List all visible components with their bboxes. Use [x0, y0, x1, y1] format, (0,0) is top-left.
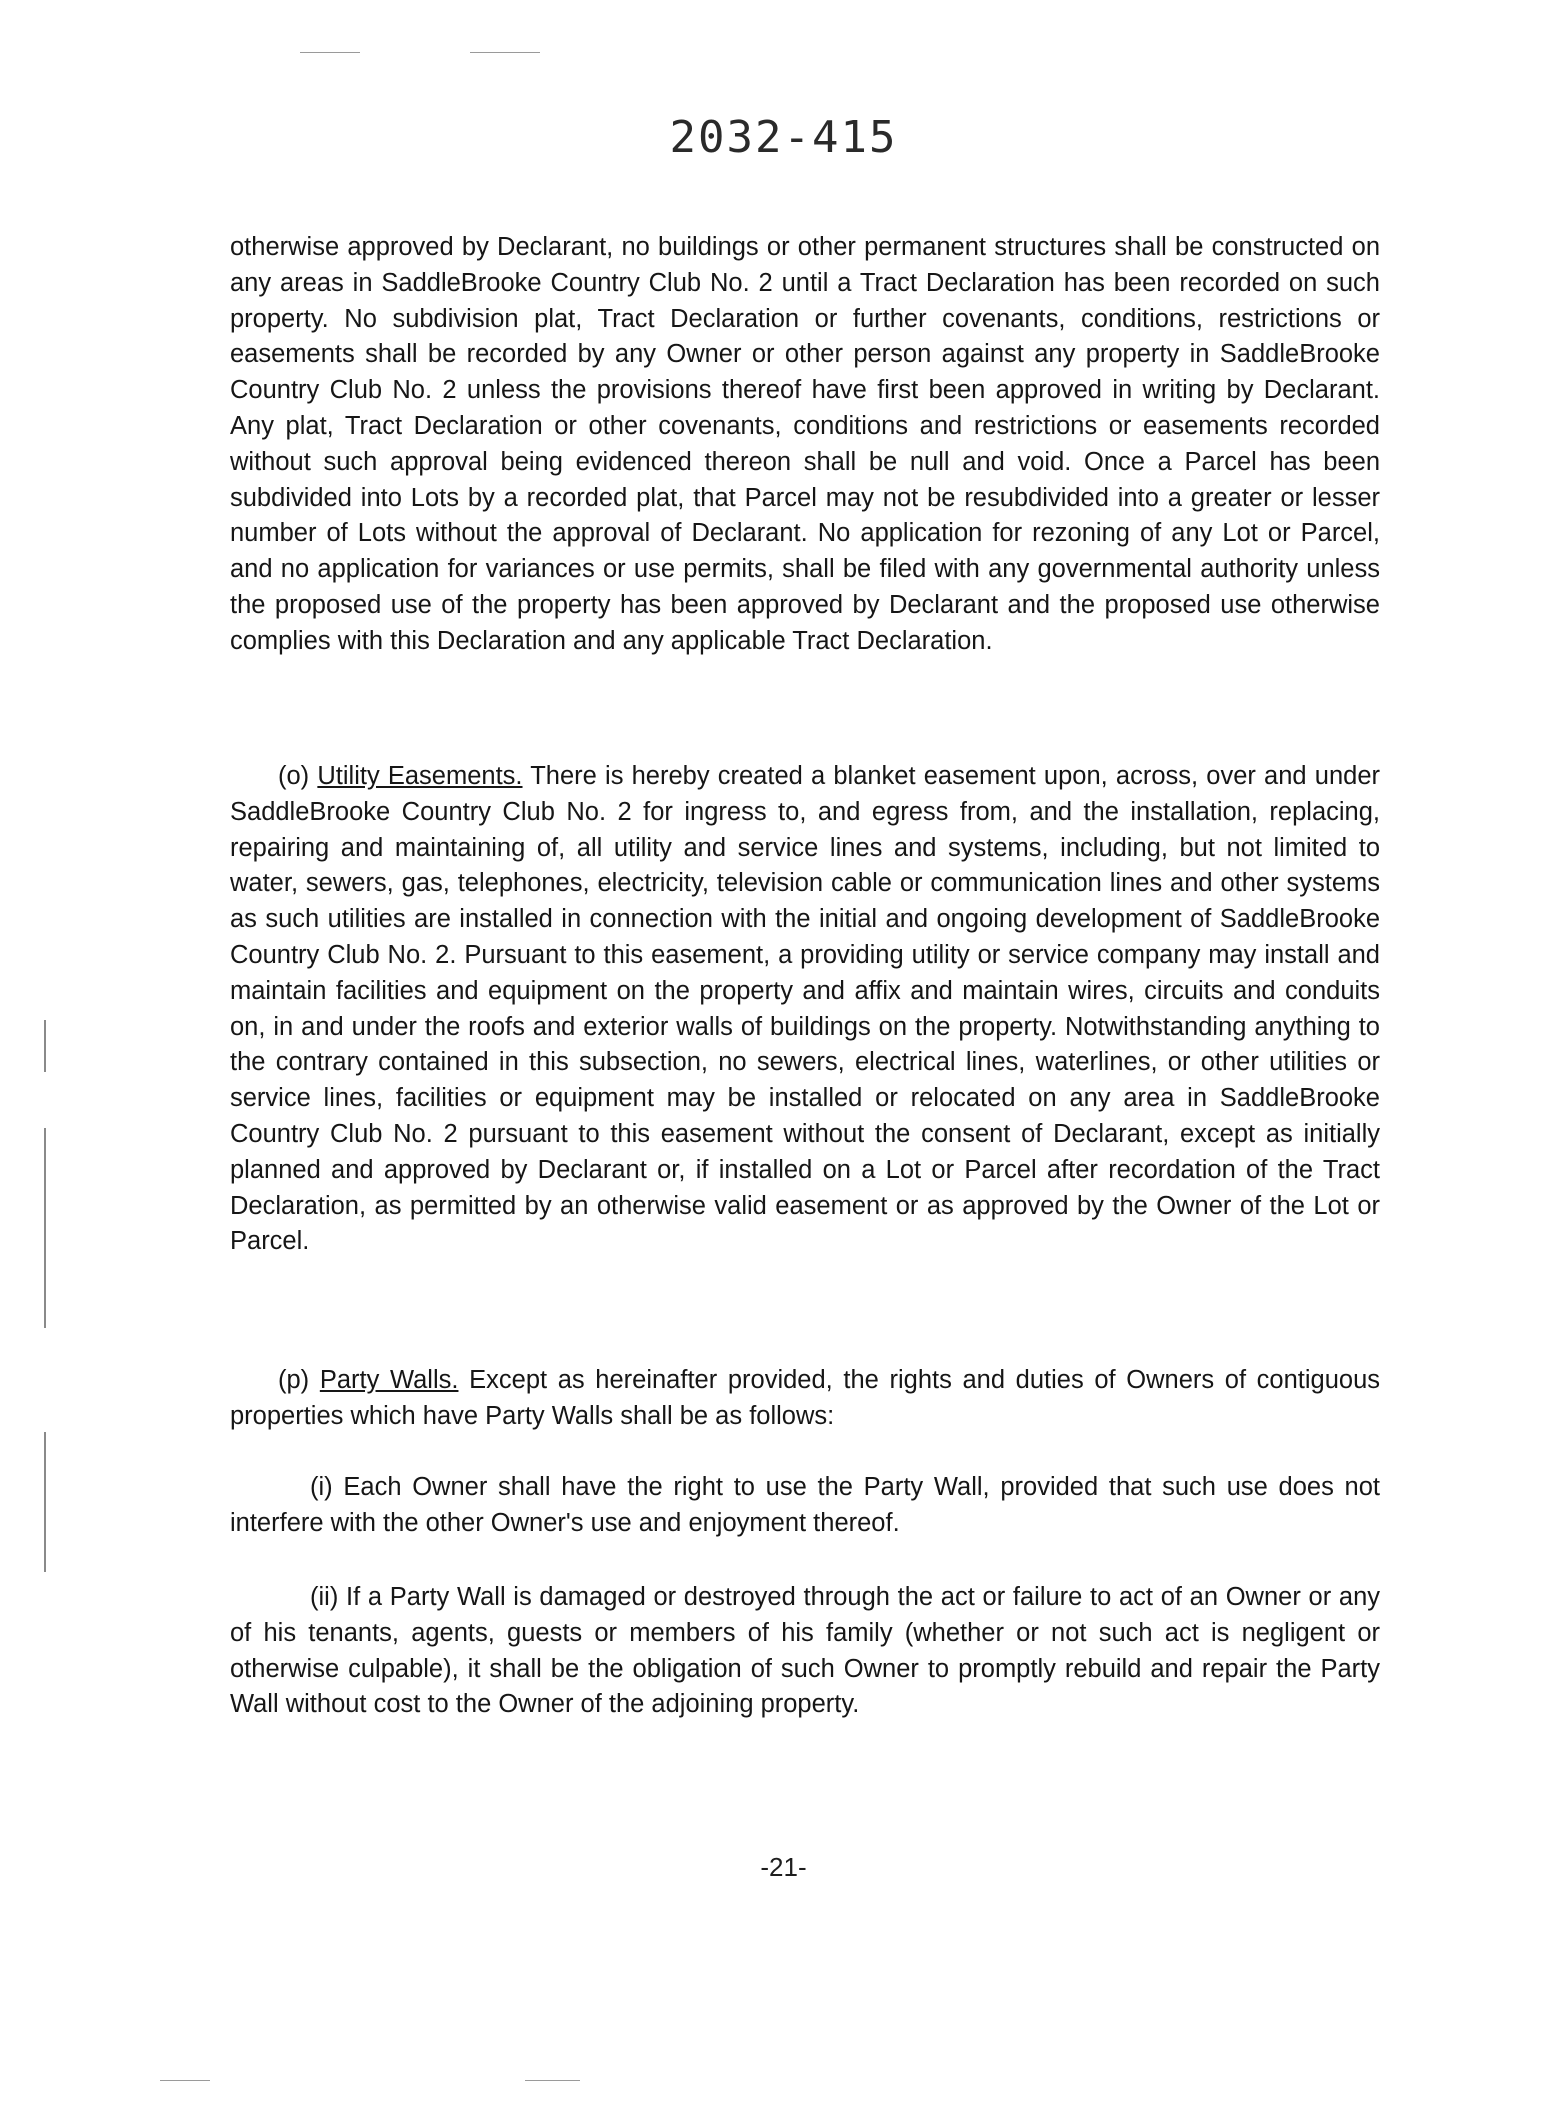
item-i — [230, 1470, 1380, 1542]
section-p-label: (p) — [278, 1366, 310, 1394]
paragraph-intro: otherwise approved by Declarant, no buildings or other permanent structures shall be constructed on any areas in SaddleBrooke Country Club No. 2 until a Tract Declaration has been recorded on such property. No subdivision plat, Tract Declaration or further covenants, conditions, restrictions or easements shall be recorded by any Owner or other person against any property in SaddleBrooke Country Club No. 2 unless the provisions thereof have first been approved in writing by Declarant. Any plat, Tract Declaration or other covenants, conditions and restrictions or easements recorded without such approval being evidenced thereon shall be null and void. Once a Parcel has been subdivided into Lots by a recorded plat, that Parcel may not be resubdivided into a greater or lesser number of Lots without the approval of Declarant. No application for rezoning of any Lot or Parcel, and no application for variances or use permits, shall be filed with any governmental authority unless the proposed use of the property has been approved by Declarant and the proposed use otherwise complies with this Declaration and any applicable Tract Declaration. — [230, 233, 1380, 655]
item-ii-text: If a Party Wall is damaged or destroyed through the act or failure to act of an Owner or any of his tenants, agents, guests or members of his family (whether or not such act is negligent or otherwise culpable), it shall be the obligation of such Owner to promptly rebuild and repair the Party Wall without cost to the Owner of the adjoining property. — [230, 1583, 1380, 1719]
scan-speck — [525, 2080, 580, 2081]
item-i-label: (i) — [310, 1473, 333, 1501]
revision-bar — [44, 1020, 46, 1072]
section-p-title: Party Walls. — [319, 1366, 459, 1394]
page-number: -21- — [760, 1852, 807, 1882]
item-ii — [230, 1580, 1380, 1723]
revision-bar — [44, 1432, 46, 1572]
section-o-text: There is hereby created a blanket easement upon, across, over and under SaddleBrooke Country Club No. 2 for ingress to, and egress from, and the installation, replacing, repairing and maintaining of, all utility and service lines and systems, including, but not limited to water, sewers, gas, telephones, electricity, television cable or communication lines and other systems as such utilities are installed in connection with the initial and ongoing development of SaddleBrooke Country Club No. 2. Pursuant to this easement, a providing utility or service company may install and maintain facilities and equipment on the property and affix and maintain wires, circuits and conduits on, in and under the roofs and exterior walls of buildings on the property. Notwithstanding anything to the contrary contained in this subsection, no sewers, electrical lines, waterlines, or other utilities or service lines, facilities or equipment may be installed or relocated on any area in SaddleBrooke Country Club No. 2 pursuant to this easement without the consent of Declarant, except as initially planned and approved by Declarant or, if installed on a Lot or Parcel after recordation of the Tract Declaration, as permitted by an otherwise valid easement or as approved by the Owner of the Lot or Parcel. — [230, 762, 1380, 1256]
scan-speck — [470, 52, 540, 53]
scan-speck — [160, 2080, 210, 2081]
section-p-party-walls — [230, 1363, 1380, 1435]
scan-speck — [300, 52, 360, 53]
item-ii-label: (ii) — [310, 1583, 339, 1611]
section-o-title: Utility Easements. — [317, 762, 523, 790]
recording-number: 2032-415 — [669, 112, 898, 163]
section-o-utility-easements — [230, 759, 1380, 1260]
section-p-text: Except as hereinafter provided, the rights and duties of Owners of contiguous properties which have Party Walls shall be as follows: — [230, 1366, 1381, 1430]
revision-bar — [44, 1128, 46, 1328]
item-i-text: Each Owner shall have the right to use the Party Wall, provided that such use does not interfere with the other Owner's use and enjoyment thereof. — [230, 1473, 1380, 1537]
section-o-label: (o) — [278, 762, 310, 790]
